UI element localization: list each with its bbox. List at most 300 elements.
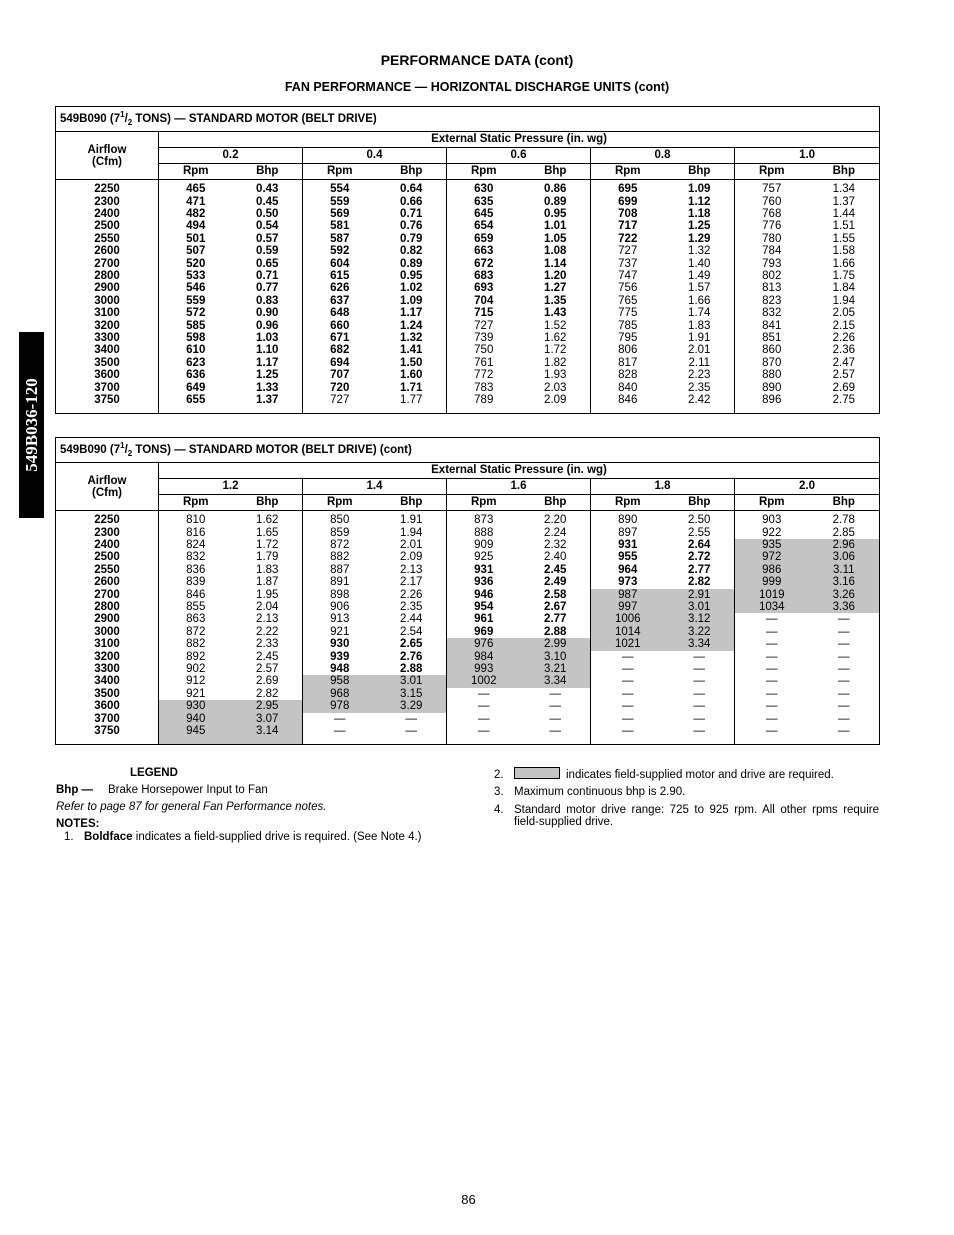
airflow-cell: 2400 [56, 539, 159, 551]
rpm-cell: 976 [447, 638, 521, 650]
bhp-cell: 2.82 [665, 576, 735, 588]
bhp-cell: 1.27 [521, 282, 591, 294]
bhp-cell: — [665, 651, 735, 663]
rpm-cell: — [478, 700, 490, 713]
bhp-cell: 2.01 [665, 344, 735, 356]
bhp-cell: 1.62 [521, 332, 591, 344]
bhp-cell: 3.26 [809, 589, 880, 601]
bhp-cell: 2.91 [665, 589, 735, 601]
rpm-cell: — [766, 687, 778, 700]
rpm-cell: 623 [186, 356, 206, 369]
bhp-cell: 1.50 [377, 357, 447, 369]
table-row [56, 295, 880, 307]
bhp-cell: 2.01 [377, 539, 447, 551]
rpm-cell: 559 [330, 195, 350, 208]
rpm-cell: 592 [330, 245, 350, 258]
fan-performance-table-2 [55, 437, 880, 745]
rpm-cell: 940 [159, 713, 233, 725]
airflow-cell: 3400 [56, 675, 159, 687]
rpm-cell: 581 [330, 220, 350, 233]
bhp-cell: 1.65 [233, 527, 303, 539]
bhp-cell: 0.43 [233, 180, 303, 196]
bhp-header: Bhp [377, 495, 447, 511]
rpm-header: Rpm [591, 495, 665, 511]
rpm-cell: 780 [762, 232, 782, 245]
table-row [56, 725, 880, 745]
rpm-cell: 851 [762, 332, 782, 344]
table-row [56, 527, 880, 539]
rpm-cell: 888 [474, 526, 494, 539]
table-row [56, 589, 880, 601]
rpm-cell: 760 [762, 195, 782, 208]
bhp-cell: 3.15 [377, 688, 447, 700]
rpm-cell: 533 [186, 269, 206, 282]
rpm-cell: — [766, 650, 778, 663]
bhp-cell: 1.35 [521, 295, 591, 307]
bhp-cell: 3.21 [521, 663, 591, 675]
rpm-cell: 783 [474, 381, 494, 394]
side-tab-label: 549B036-120 [21, 378, 41, 472]
rpm-cell: 836 [186, 563, 206, 576]
bhp-cell: 2.64 [665, 539, 735, 551]
rpm-cell: 870 [762, 356, 782, 369]
rpm-header: Rpm [735, 495, 809, 511]
bhp-cell: 1.14 [521, 258, 591, 270]
table-row [56, 564, 880, 576]
airflow-cell: 3400 [56, 344, 159, 356]
bhp-cell: — [838, 700, 850, 713]
rpm-cell: 645 [474, 207, 494, 220]
pressure-row [56, 479, 880, 495]
rpm-header: Rpm [159, 495, 233, 511]
rpm-cell: — [766, 712, 778, 725]
bhp-cell: 1.82 [521, 357, 591, 369]
rpm-header: Rpm [447, 164, 521, 180]
bhp-cell: 1.52 [521, 320, 591, 332]
rpm-cell: 999 [735, 576, 809, 588]
rpm-cell: 465 [186, 183, 206, 196]
rpm-cell: 935 [735, 539, 809, 551]
table-row [56, 258, 880, 270]
bhp-cell: — [838, 650, 850, 663]
bhp-cell: 0.76 [377, 220, 447, 232]
rpm-cell: 789 [474, 394, 494, 407]
bhp-cell: — [665, 663, 735, 675]
rpm-cell: — [622, 675, 634, 688]
bhp-cell: 1.95 [233, 589, 303, 601]
rpm-cell: 747 [618, 269, 638, 282]
bhp-cell: 1.37 [832, 195, 855, 208]
table-row [56, 357, 880, 369]
bhp-cell: 0.79 [377, 233, 447, 245]
table-row [56, 613, 880, 625]
note-4-number: 4. [494, 804, 504, 816]
airflow-cell: 2400 [56, 208, 159, 220]
bhp-cell: 1.94 [832, 294, 855, 307]
bhp-cell: 3.01 [665, 601, 735, 613]
bhp-cell: 2.22 [233, 626, 303, 638]
bhp-cell: 2.76 [377, 651, 447, 663]
bhp-cell: 0.95 [521, 208, 591, 220]
bhp-cell: 1.40 [665, 258, 735, 270]
rpm-cell: 695 [618, 183, 638, 196]
rpm-cell: 1006 [591, 613, 665, 625]
bhp-cell: 2.44 [377, 613, 447, 625]
bhp-cell: — [377, 725, 447, 745]
rpm-cell: 954 [474, 600, 494, 613]
bhp-cell: 2.11 [665, 357, 735, 369]
rpm-cell: 978 [303, 700, 377, 712]
pressure-row [56, 148, 880, 164]
table-1-title: 549B090 ($7^1/_2$ TONS) — STANDARD MOTOR (BELT DRIVE) [56, 107, 880, 132]
rpm-cell: 921 [186, 687, 206, 700]
table-1-body [56, 180, 880, 414]
legend-heading: LEGEND [130, 767, 178, 779]
bhp-cell: 3.11 [809, 564, 880, 576]
rpm-cell: 945 [159, 725, 233, 745]
pressure-header: 1.8 [591, 479, 735, 495]
bhp-cell: 0.89 [377, 258, 447, 270]
bhp-header: Bhp [665, 495, 735, 511]
rpm-cell: 757 [762, 183, 782, 196]
bhp-cell: 3.07 [233, 713, 303, 725]
bhp-cell: 1.66 [665, 295, 735, 307]
bhp-cell: 3.14 [233, 725, 303, 745]
bhp-cell: 2.57 [832, 369, 855, 382]
rpm-cell: — [622, 687, 634, 700]
bhp-cell: 3.29 [377, 700, 447, 712]
rpm-header: Rpm [447, 495, 521, 511]
rpm-cell: 890 [618, 514, 638, 527]
bhp-cell: 0.83 [233, 295, 303, 307]
airflow-cell: 2300 [56, 196, 159, 208]
rpm-cell: 823 [762, 294, 782, 307]
bhp-cell: 1.09 [665, 180, 735, 196]
rpm-cell: 961 [474, 613, 494, 626]
rpm-cell: 969 [474, 625, 494, 638]
bhp-header: Bhp [809, 164, 880, 180]
rpm-cell: 912 [186, 675, 206, 688]
bhp-cell: 3.22 [665, 626, 735, 638]
pressure-header: 0.2 [159, 148, 303, 164]
rpm-cell: 756 [618, 282, 638, 295]
rpm-cell: 659 [474, 232, 494, 245]
bhp-cell: 1.93 [521, 369, 591, 381]
bhp-cell: 1.20 [521, 270, 591, 282]
table-row [56, 626, 880, 638]
airflow-cell: 3500 [56, 688, 159, 700]
rpm-cell: 635 [474, 195, 494, 208]
bhp-cell: 1.72 [233, 539, 303, 551]
table-row [56, 675, 880, 687]
airflow-cell: 3200 [56, 320, 159, 332]
bhp-cell: — [838, 638, 850, 651]
bhp-cell: 2.32 [521, 539, 591, 551]
airflow-cell: 3100 [56, 307, 159, 319]
rpm-cell: 997 [591, 601, 665, 613]
rpm-cell: 890 [762, 381, 782, 394]
rpm-header: Rpm [303, 164, 377, 180]
rpm-cell: 921 [330, 625, 350, 638]
bhp-cell: 1.32 [665, 245, 735, 257]
rpm-cell: 931 [474, 563, 494, 576]
rpm-cell: 672 [474, 257, 494, 270]
rpm-cell: 859 [330, 526, 350, 539]
bhp-cell: 1.57 [665, 282, 735, 294]
bhp-cell: 2.09 [521, 394, 591, 414]
pressure-header: 1.4 [303, 479, 447, 495]
rpm-cell: 873 [474, 514, 494, 527]
rpm-cell: 846 [186, 588, 206, 601]
bhp-cell: 1.41 [377, 344, 447, 356]
bhp-cell: 0.95 [377, 270, 447, 282]
bhp-cell: 0.59 [233, 245, 303, 257]
table-row [56, 220, 880, 232]
rpm-cell: 785 [618, 319, 638, 332]
airflow-cell: 3100 [56, 638, 159, 650]
table-row [56, 270, 880, 282]
bhp-cell: 0.71 [377, 208, 447, 220]
rpm-cell: 987 [591, 589, 665, 601]
bhp-cell: 1.10 [233, 344, 303, 356]
bhp-cell: 1.66 [832, 257, 855, 270]
bhp-cell: 2.82 [233, 688, 303, 700]
bhp-cell: 1.18 [665, 208, 735, 220]
rpm-cell: 630 [474, 183, 494, 196]
bhp-cell: 3.34 [665, 638, 735, 650]
bhp-cell: 0.64 [377, 180, 447, 196]
airflow-cell: 2900 [56, 613, 159, 625]
rpm-cell: 727 [474, 319, 494, 332]
rpm-cell: 1014 [591, 626, 665, 638]
bhp-cell: — [521, 713, 591, 725]
bhp-cell: 2.33 [233, 638, 303, 650]
rpm-cell: 832 [186, 551, 206, 564]
rpm-cell: 882 [330, 551, 350, 564]
rpm-cell: 930 [159, 700, 233, 712]
airflow-cell: 3300 [56, 332, 159, 344]
table-row [56, 282, 880, 294]
bhp-cell: 2.40 [521, 551, 591, 563]
rpm-cell: 501 [186, 232, 206, 245]
bhp-cell: 1.43 [521, 307, 591, 319]
bhp-cell: 2.85 [832, 526, 855, 539]
bhp-cell: 2.26 [377, 589, 447, 601]
rpm-cell: 795 [618, 332, 638, 344]
table-2-title: 549B090 ($7^1/_2$ TONS) — STANDARD MOTOR (BELT DRIVE) (cont) [56, 438, 880, 463]
rpm-cell: 737 [618, 257, 638, 270]
airflow-cell: 3200 [56, 651, 159, 663]
bhp-cell: 1.74 [665, 307, 735, 319]
table-row [56, 394, 880, 414]
shade-swatch [514, 767, 560, 779]
rpm-cell: 968 [303, 688, 377, 700]
rpm-cell: 840 [618, 381, 638, 394]
bhp-cell: 1.08 [521, 245, 591, 257]
airflow-cell: 2500 [56, 551, 159, 563]
rpm-cell: 1021 [591, 638, 665, 650]
bhp-cell: 1.17 [377, 307, 447, 319]
rpm-cell: 671 [330, 332, 350, 344]
bhp-cell: — [665, 713, 735, 725]
airflow-header: Airflow (Cfm) [56, 463, 159, 511]
bhp-cell: 1.60 [377, 369, 447, 381]
airflow-cell: 3000 [56, 295, 159, 307]
bhp-cell: 2.24 [521, 527, 591, 539]
rpm-cell: 872 [330, 538, 350, 551]
bhp-cell: 0.71 [233, 270, 303, 282]
rpm-cell: 824 [186, 538, 206, 551]
rpm-cell: 930 [330, 638, 350, 651]
rpm-cell: 715 [474, 307, 494, 320]
rpm-header: Rpm [591, 164, 665, 180]
rpm-cell: 802 [762, 269, 782, 282]
rpm-header: Rpm [735, 164, 809, 180]
rpm-cell: 663 [474, 245, 494, 258]
side-tab [19, 332, 44, 518]
bhp-cell: 1.32 [377, 332, 447, 344]
table-row [56, 233, 880, 245]
table-row [56, 601, 880, 613]
rpm-cell: — [622, 725, 634, 738]
table-row [56, 539, 880, 551]
table-row [56, 700, 880, 712]
pressure-header: 0.6 [447, 148, 591, 164]
bhp-cell: — [838, 675, 850, 688]
bhp-cell: 2.65 [377, 638, 447, 650]
bhp-cell: 2.57 [233, 663, 303, 675]
bhp-cell: 2.69 [832, 381, 855, 394]
rpm-cell: 722 [618, 232, 638, 245]
rpm-cell: 922 [762, 526, 782, 539]
bhp-cell: 2.23 [665, 369, 735, 381]
bhp-cell: 1.37 [233, 394, 303, 414]
rpm-cell: 993 [447, 663, 521, 675]
rpm-cell: 655 [186, 394, 206, 407]
bhp-cell: 1.17 [233, 357, 303, 369]
rpm-cell: 882 [186, 638, 206, 651]
rpm-cell: — [622, 700, 634, 713]
rpm-cell: 727 [618, 245, 638, 258]
rpm-header: Rpm [303, 495, 377, 511]
airflow-cell: 2250 [56, 511, 159, 527]
table-row [56, 688, 880, 700]
airflow-cell: 3600 [56, 700, 159, 712]
rpm-cell: — [478, 687, 490, 700]
bhp-cell: 1.01 [521, 220, 591, 232]
bhp-cell: 1.91 [665, 332, 735, 344]
bhp-cell: 3.16 [809, 576, 880, 588]
bhp-cell: 3.36 [809, 601, 880, 613]
rpm-cell: 913 [330, 613, 350, 626]
bhp-cell: 3.06 [809, 551, 880, 563]
airflow-cell: 3500 [56, 357, 159, 369]
rpm-cell: 727 [330, 394, 350, 407]
rpm-cell: 654 [474, 220, 494, 233]
rpm-cell: 958 [303, 675, 377, 687]
table-row [56, 576, 880, 588]
rpm-cell: 850 [330, 514, 350, 527]
table-row [56, 713, 880, 725]
rpm-cell: 648 [330, 307, 350, 320]
rpm-cell: 604 [330, 257, 350, 270]
table-row [56, 320, 880, 332]
bhp-cell: — [665, 725, 735, 745]
rpm-cell: 948 [330, 663, 350, 675]
bhp-header: Bhp [233, 164, 303, 180]
rpm-cell: 572 [186, 307, 206, 320]
rpm-cell: — [478, 725, 490, 738]
bhp-cell: — [838, 725, 850, 738]
rpm-cell: 880 [762, 369, 782, 382]
bhp-cell: 0.66 [377, 196, 447, 208]
rpm-cell: 775 [618, 307, 638, 320]
bhp-cell: 2.13 [377, 564, 447, 576]
rpm-cell: 765 [618, 294, 638, 307]
rpm-cell: 587 [330, 232, 350, 245]
bhp-cell: 3.01 [377, 675, 447, 687]
bhp-cell: 2.77 [665, 564, 735, 576]
bhp-cell: 1.05 [521, 233, 591, 245]
rpm-cell: 855 [186, 600, 206, 613]
rpm-cell: 793 [762, 257, 782, 270]
rpm-cell: 984 [447, 651, 521, 663]
rpm-cell: 1002 [447, 675, 521, 687]
bhp-cell: 2.78 [832, 514, 855, 527]
airflow-cell: 2800 [56, 601, 159, 613]
rpm-cell: — [622, 712, 634, 725]
airflow-cell: 2600 [56, 576, 159, 588]
bhp-cell: 2.36 [832, 344, 855, 357]
esp-header: External Static Pressure (in. wg) [159, 132, 880, 148]
bhp-header: Bhp [809, 495, 880, 511]
rpm-cell: — [622, 663, 634, 675]
bhp-cell: 1.29 [665, 233, 735, 245]
bhp-cell: — [838, 712, 850, 725]
bhp-cell: 2.45 [521, 564, 591, 576]
bhp-cell: 2.35 [377, 601, 447, 613]
table-row [56, 196, 880, 208]
table-row [56, 208, 880, 220]
rpm-cell: 903 [762, 514, 782, 527]
bhp-cell: 1.83 [233, 564, 303, 576]
page-title: PERFORMANCE DATA (cont) [380, 52, 574, 68]
rpm-cell: 494 [186, 220, 206, 233]
rpm-cell: 637 [330, 294, 350, 307]
airflow-cell: 3700 [56, 382, 159, 394]
bhp-cell: 0.96 [233, 320, 303, 332]
bhp-cell: — [521, 700, 591, 712]
table-row [56, 344, 880, 356]
rpm-cell: 720 [330, 381, 350, 394]
rpm-cell: 986 [735, 564, 809, 576]
rpm-cell: 761 [474, 356, 494, 369]
bhp-cell: — [665, 688, 735, 700]
bhp-cell: 2.49 [521, 576, 591, 588]
bhp-cell: 1.62 [233, 511, 303, 527]
rpm-cell: — [766, 663, 778, 675]
bhp-cell: 1.25 [233, 369, 303, 381]
rpm-cell: 872 [186, 625, 206, 638]
rpm-cell: 892 [186, 650, 206, 663]
bhp-cell: 1.02 [377, 282, 447, 294]
bhp-cell: — [838, 625, 850, 638]
page-subtitle: FAN PERFORMANCE — HORIZONTAL DISCHARGE UNITS (cont) [284, 80, 670, 94]
rpm-cell: — [766, 700, 778, 713]
bhp-cell: — [521, 688, 591, 700]
rpm-cell: 554 [330, 183, 350, 196]
bhp-cell: 0.89 [521, 196, 591, 208]
